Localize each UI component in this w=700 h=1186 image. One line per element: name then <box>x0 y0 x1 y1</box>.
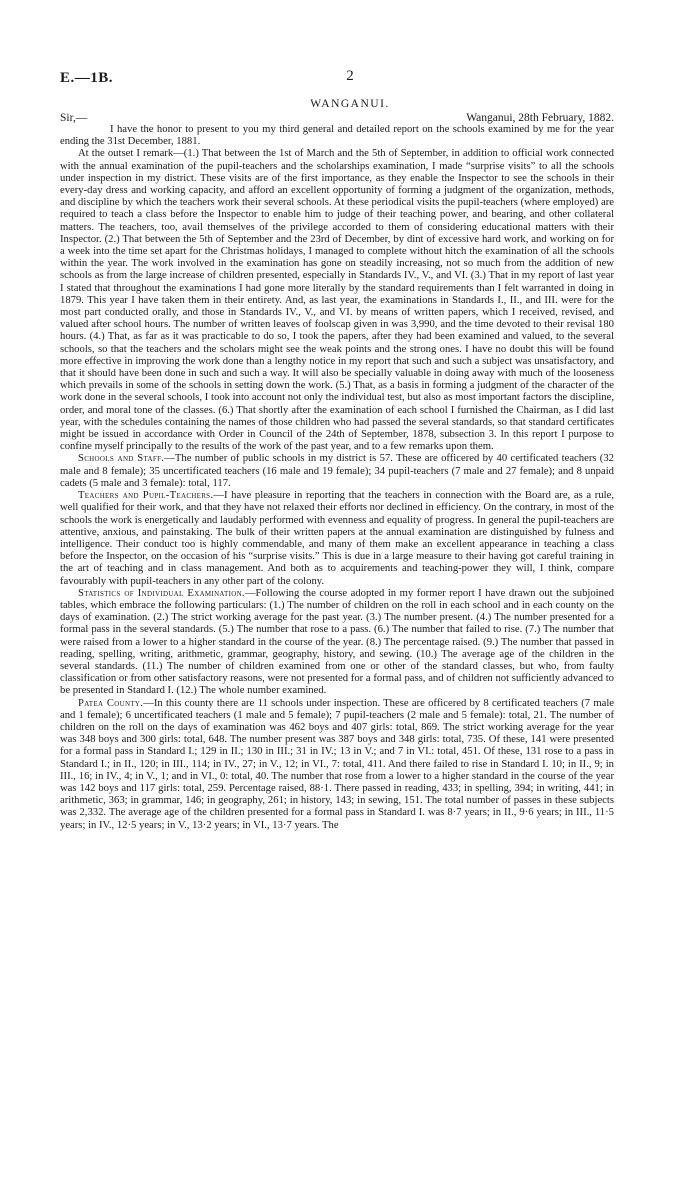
opening-paragraph: I have the honor to present to you my third general and detailed report on the schools examined by me for the year ending the 31st December, 1881. <box>60 124 614 148</box>
report-body <box>60 124 614 832</box>
salutation: Sir,— <box>60 112 88 124</box>
region-heading: WANGANUI. <box>310 98 390 110</box>
section-paragraph <box>60 698 614 832</box>
section-heading: Teachers and Pupil-Teachers. <box>78 490 214 502</box>
document-reference: E.—1B. <box>60 70 114 86</box>
section-text: —In this county there are 11 schools under inspection. These are officered by 8 certificated teachers (7 male and 1 female); 6 uncertificated teachers (1 male and 5 female); 7 pupil-teachers (2 male and 5 female): total, 21. The number of children on the roll on the days of examination was 462 boys and 407 girls: total, 869. The strict working average for the year was 348 boys and 300 girls: total, 648. The number present was 387 boys and 348 girls: total, 735. Of these, 141 were presented for a formal pass in Standard I.; 129 in II.; 130 in III.; 31 in IV.; 13 in V.; and 7 in VI.: total, 451. Of these, 131 rose to a pass in Standard I.; in II., 120; in III., 114; in IV., 27; in V., 12; in VI., 7: total, 411. And there failed to rise in Standard I. 10; in II., 9; in III., 16; in IV., 4; in V., 1; and in VI., 0: total, 40. The number that rose from a lower to a higher standard in the course of the year was 142 boys and 117 girls: total, 259. Percentage raised, 88·1. There passed in reading, 433; in spelling, 394; in writing, 441; in arithmetic, 363; in grammar, 146; in geography, 261; in history, 143; in sewing, 151. The total number of passes in these subjects was 2,332. The average age of the children presented for a formal pass in Standard I. was 8·7 years; in II., 9·6 years; in III., 11·5 years; in IV., 12·5 years; in V., 13·2 years; in VI., 13·7 years. The <box>60 697 614 831</box>
outset-paragraph: At the outset I remark—(1.) That between the 1st of March and the 5th of September, in addition to official work connected with the annual examination of the pupil-teachers and the scholarships examination, I made “surprise visits” to all the schools under inspection in my district. These visits are of the first importance, as they enable the Inspector to see the schools in their every-day dress and working capacity, and afford an excellent opportunity of forming a judgment of the organization, methods, and discipline by which the teachers work their several schools. At these periodical visits the pupil-teachers (where employed) are required to teach a class before the Inspector to enable him to judge of their teaching power, and bearing, and other collateral matters. The teachers, too, avail themselves of the privilege accorded to them of considering educational matters with their Inspector. (2.) That between the 5th of September and the 23rd of December, by dint of excessive hard work, and working on for a week into the time set apart for the Christmas holidays, I managed to complete without hitch the examination of all the schools within the year. The work involved in the examination has gone on steadily increasing, not so much from the addition of new schools as from the large increase of children presented, especially in Standards IV., V., and VI. (3.) That in my report of last year I stated that throughout the examinations I had gone more literally by the standard requirements than I felt warranted in doing in 1879. This year I have taken them in their entirety. And, as last year, the examinations in Standards I., II., and III. were for the most part conducted orally, and those in Standards IV., V., and VI. by means of written papers, which I received, revised, and valued after school hours. The number of written leaves of foolscap given in was 3,990, and the time devoted to their revisal 180 hours. (4.) That, as far as it was practicable to do so, I took the papers, after they had been examined and valued, to the several schools, so that the teachers and the scholars might see the weak points and the strong ones. I have no doubt this will be found more effective in improving the work done than a lengthy notice in my report that such and such a subject was unsatisfactory, and that it should have been done in such and such a way. It will also be specially valuable in doing away with much of the looseness which prevails in some of the schools in setting down the work. (5.) That, as a basis in forming a judgment of the character of the work done in the several schools, I took into account not only the individual test, but also as most important factors the discipline, order, and moral tone of the classes. (6.) That shortly after the examination of each school I furnished the Chairman, as I did last year, with the schedules containing the names of those children who had passed the several standards, so that standard certificates might be issued in accordance with Order in Council of the 24th of September, 1878, subsection 3. In this report I purpose to confine myself principally to the results of the work of the past year, and to a few remarks upon them. <box>60 148 614 453</box>
dateline: Wanganui, 28th February, 1882. <box>466 112 614 124</box>
section-heading: Statistics of Individual Examination. <box>78 587 245 599</box>
section-paragraph <box>60 490 614 588</box>
section-paragraph <box>60 453 614 490</box>
section-paragraph <box>60 588 614 698</box>
section-text: —I have pleasure in reporting that the teachers in connection with the Board are, as a rule, well qualified for their work, and that they have not relaxed their efforts nor declined in efficiency. On the contrary, in most of the schools the work is energetically and laudably performed with evenness and equality of progress. In general the pupil-teachers are attentive, anxious, and painstaking. The bulk of their written papers at the annual examination are distinguished by fulness and intelligence. Their conduct too is highly commendable, and many of them make an excellent appearance in teaching a class before the Inspector, on the occasion of his “surprise visits.” This is due in a large measure to their having got careful training in the art of teaching and in class management. And both as to acquirements and teaching-power they will, I think, compare favourably with pupil-teachers in any other part of the colony. <box>60 490 614 587</box>
section-text: —The number of public schools in my district is 57. These are officered by 40 certificated teachers (32 male and 8 female); 35 uncertificated teachers (16 male and 19 female); 34 pupil-teachers (7 male and 27 female); and 8 unpaid cadets (5 male and 3 female): total, 117. <box>60 453 614 489</box>
section-heading: Patea County. <box>78 697 144 709</box>
page-number: 2 <box>346 68 354 84</box>
section-text: —Following the course adopted in my former report I have drawn out the subjoined tables, which embrace the following particulars: (1.) The number of children on the roll in each school and in each county on the days of examination. (2.) The strict working average for the past year. (3.) The number present. (4.) The number presented for a formal pass in the several standards. (5.) The number that rose to a pass. (6.) The number that failed to rise. (7.) The number that were raised from a lower to a higher standard in the course of the year. (8.) The percentage raised. (9.) The number that passed in reading, spelling, writing, arithmetic, grammar, geography, history, and sewing. (10.) The average age of the children in the several standards. (11.) The number of children examined from one or other of the standard classes, but who, from faulty classification or from other satisfactory reasons, were not presented for a formal pass, and of children not sufficiently advanced to be presented in Standard I. (12.) The whole number examined. <box>60 587 614 697</box>
section-heading: Schools and Staff. <box>78 453 165 465</box>
